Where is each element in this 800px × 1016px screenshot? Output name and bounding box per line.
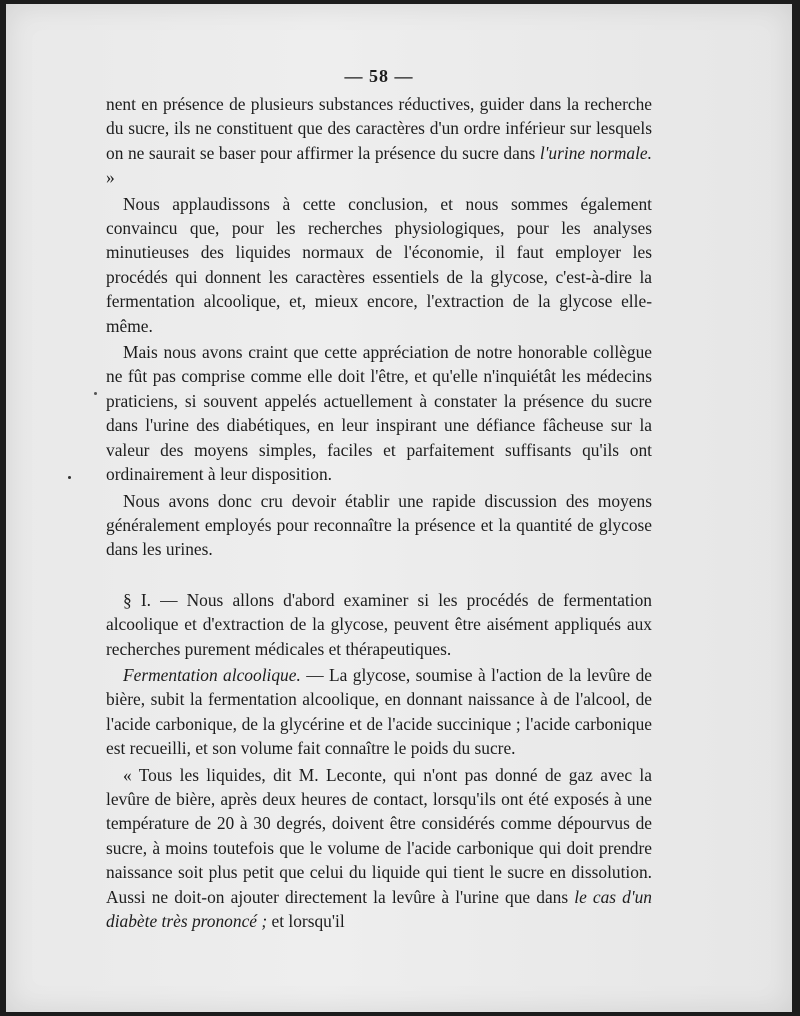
paragraph-4: Nous avons donc cru devoir établir une rapide discussion des moyens généralement employés pour reconnaître la présence et la quantité de glycose dans les urines. [106,490,652,560]
paragraph-1-italic: l'urine normale. [539,142,653,163]
quote-end: et lorsqu'il [267,911,345,931]
fermentation-heading: Fermentation alcoolique. [123,664,301,685]
paragraph-3: Mais nous avons craint que cette appréciation de notre honorable collègue ne fût pas comprise comme elle doit l'être, et qu'elle n'inquiétât les médecins praticiens, si souvent appelés actuellement à constater la présence du sucre dans l'urine des diabétiques, en leur inspirant une défiance fâcheuse sur la valeur des moyens simples, faciles et parfaitement suffisants qu'ils ont ordinairement à leur disposition. [106,342,652,485]
paragraph-2: Nous applaudissons à cette conclusion, et nous sommes également convaincu que, pour les recherches physiologiques, pour les analyses minutieuses des liquides normaux de l'économie, il faut employer les procédés qui donnent les caractères essentiels de la glycose, c'est-à-dire la fermentation alcoolique, et, mieux encore, l'extraction de la glycose elle-même. [106,193,652,336]
quote-italic: le cas d'un diabète très prononcé ; [106,886,652,931]
page-text-block [106,62,652,933]
fermentation-text: — La glycose, soumise à l'action de la levûre de bière, subit la fermentation alcoolique, en donnant naissance à de l'alcool, de l'acide carbonique, de la glycérine et de l'acide succinique ; l'acide carbonique est recueilli, et son volume fait connaître le poids du sucre. [106,664,652,759]
section-1-paragraph: § I. — Nous allons d'abord examiner si les procédés de fermentation alcoolique et d'extraction de la glycose, peuvent être aisément appliqués aux recherches purement médicales et thérapeutiques. [106,589,652,659]
page-number: — 58 — [344,66,414,86]
quote-text: « Tous les liquides, dit M. Leconte, qui n'ont pas donné de gaz avec la levûre de bière, après deux heures de contact, lorsqu'ils ont été exposés à une température de 20 à 30 degrés, doivent être considérés comme dépourvus de sucre, à moins toutefois que le volume de l'acide carbonique qui doit prendre naissance soit plus petit que celui du liquide qui tient le sucre en dissolution. Aussi ne doit-on ajouter directement la levûre à l'urine que dans [106,764,652,907]
book-page [6,4,792,1012]
paragraph-1 [106,92,652,190]
paragraph-fermentation [106,663,652,761]
paragraph-1-end: » [106,167,115,188]
paragraph-quote [106,763,652,934]
paragraph-1-text: nent en présence de plusieurs substances réductives, guider dans la recherche du sucre, ils ne constituent que des caractères d'un ordre inférieur sur lesquels on ne saurait se baser pour affirmer la présence du sucre dans [106,94,652,163]
ink-speck [68,476,71,479]
ink-speck [94,392,97,395]
